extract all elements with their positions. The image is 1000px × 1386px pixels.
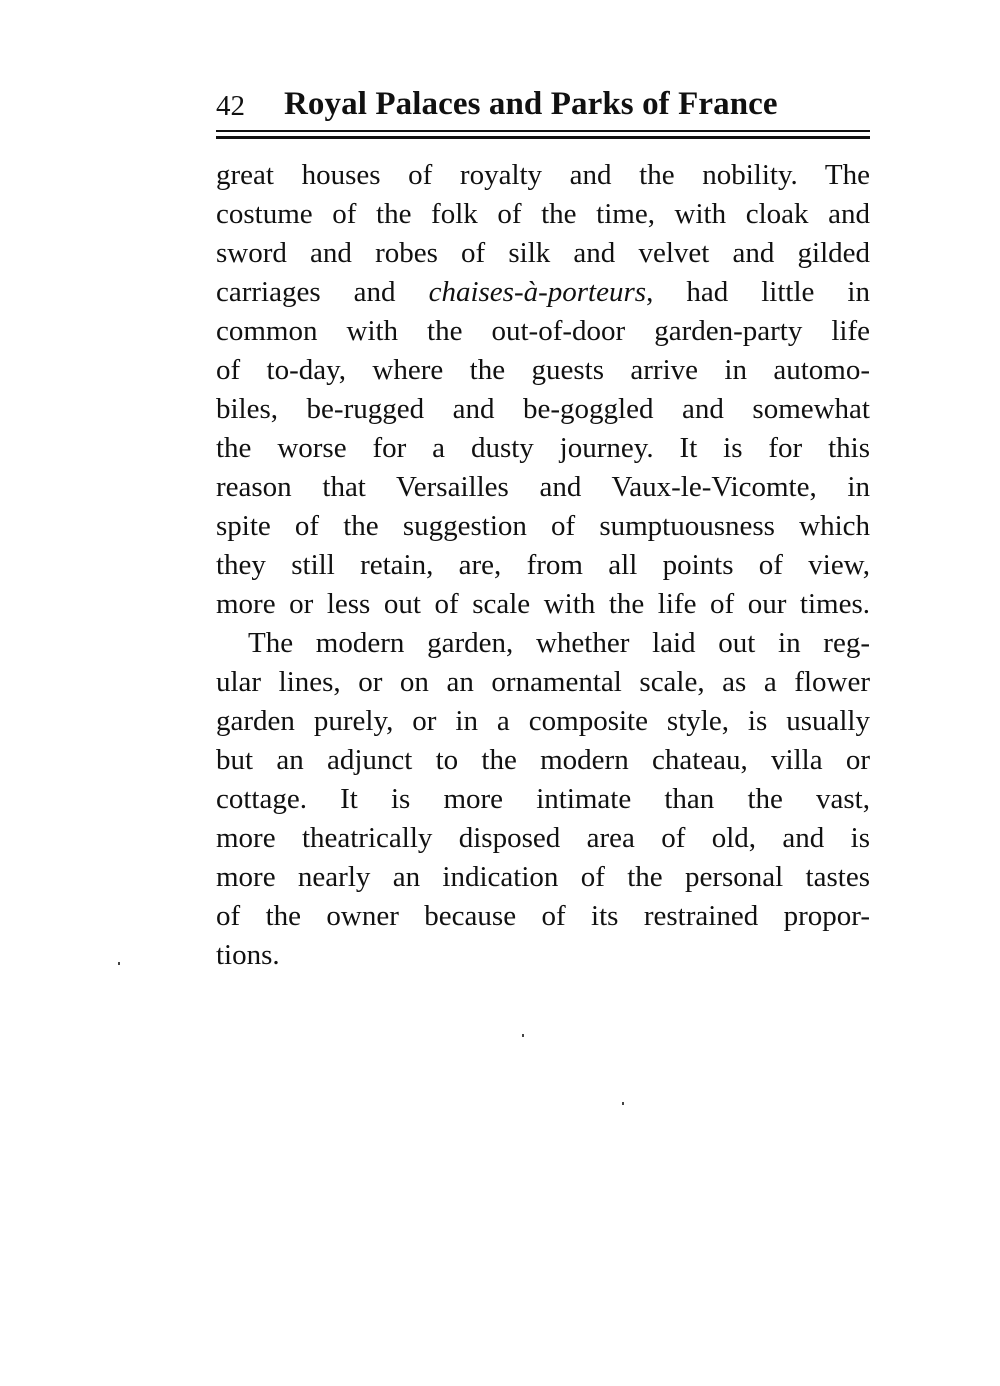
text-line: tions. [216, 939, 280, 971]
header-rule-thin [216, 130, 870, 132]
paragraph-1 [216, 156, 870, 624]
paragraph-2 [216, 624, 870, 975]
italic-term: chaises-à-porteurs [428, 276, 647, 308]
text-line: more or less out of scale with the life of our times. [216, 588, 870, 620]
text-line: ular lines, or on an ornamental scale, as a flower [216, 666, 870, 698]
text-line: sword and robes of silk and velvet and gilded [216, 237, 870, 269]
scan-speck [522, 1034, 524, 1037]
text-line: great houses of royalty and the nobility. The [216, 159, 870, 191]
text-fragment: carriages and [216, 276, 429, 308]
body-text [216, 156, 870, 975]
header-rule-thick [216, 136, 870, 139]
page-header [216, 84, 870, 128]
text-line: The modern garden, whether laid out in reg- [248, 627, 870, 659]
scan-speck [622, 1102, 624, 1105]
text-line [216, 273, 870, 312]
text-line: more nearly an indication of the personal tastes [216, 861, 870, 893]
text-line: they still retain, are, from all points of view, [216, 549, 870, 581]
text-line: more theatrically disposed area of old, and is [216, 822, 870, 854]
running-title: Royal Palaces and Parks of France [284, 86, 778, 122]
text-line: spite of the suggestion of sumptuousness which [216, 510, 870, 542]
text-line: costume of the folk of the time, with cloak and [216, 198, 870, 230]
text-line: but an adjunct to the modern chateau, villa or [216, 744, 870, 776]
scan-speck [118, 962, 120, 965]
text-line: garden purely, or in a composite style, is usually [216, 705, 870, 737]
text-line: biles, be-rugged and be-goggled and somewhat [216, 393, 870, 425]
text-line: cottage. It is more intimate than the vast, [216, 783, 870, 815]
text-line: reason that Versailles and Vaux-le-Vicomte, in [216, 471, 870, 503]
text-line: of the owner because of its restrained propor- [216, 900, 870, 932]
text-line: of to-day, where the guests arrive in automo- [216, 354, 870, 386]
page-number: 42 [216, 90, 245, 122]
text-fragment: , had little in [646, 276, 870, 308]
text-line: common with the out-of-door garden-party life [216, 315, 870, 347]
text-line: the worse for a dusty journey. It is for this [216, 432, 870, 464]
